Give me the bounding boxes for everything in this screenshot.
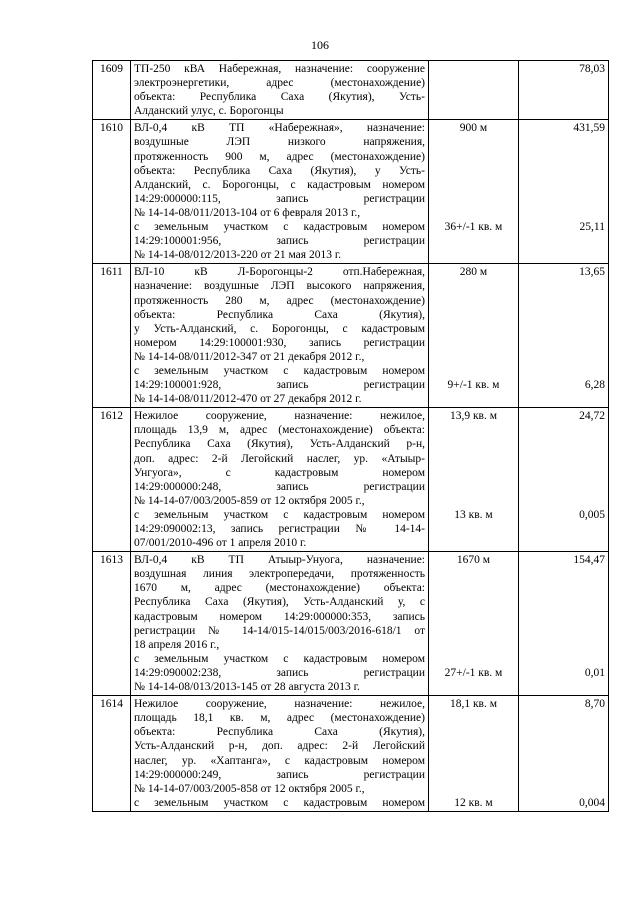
size-line: [432, 294, 515, 308]
description-line: ВЛ-0,4 кВ ТП «Набережная», назначение:: [134, 122, 425, 135]
value-line: [522, 423, 605, 437]
description-line: № 14-14-07/003/2005-858 от 12 октября 2005 г.,: [134, 782, 365, 795]
object-size: [429, 120, 519, 264]
value-line: [522, 739, 605, 753]
table-row: [93, 264, 609, 408]
object-size: [429, 696, 519, 812]
size-line: [432, 739, 515, 753]
registry-table: [92, 60, 609, 812]
value-line: [522, 76, 605, 90]
value-line: 0,004: [579, 796, 605, 809]
object-size: [429, 264, 519, 408]
size-line: 13 кв. м: [454, 508, 493, 521]
description-line: 18 апреля 2016 г.,: [134, 638, 220, 651]
size-line: [432, 581, 515, 595]
description-line: номером 14:29:100001:930, запись регистрации: [134, 336, 425, 349]
value-line: 154,47: [573, 554, 605, 567]
value-line: [522, 192, 605, 206]
size-line: [432, 392, 515, 406]
description-line: № 14-14-08/011/2012-470 от 27 декабря 2012 г.: [134, 393, 362, 406]
description-line: 14:29:100001:928, запись регистрации: [134, 379, 425, 392]
size-line: [432, 76, 515, 90]
value-line: [522, 466, 605, 480]
description-line: объекта: Республика Саха (Якутия), Усть-: [134, 91, 425, 104]
value-line: [522, 638, 605, 652]
value-line: [522, 725, 605, 739]
object-value: [519, 552, 609, 696]
value-line: [522, 494, 605, 508]
row-number: 1612: [93, 408, 131, 552]
size-line: [432, 522, 515, 536]
size-line: [432, 234, 515, 248]
description-line: кадастровым номером 14:29:000000:353, запись: [134, 610, 425, 623]
object-description: [131, 61, 429, 120]
description-line: Усть-Алданский р-н, доп. адрес: 2-й Легойский: [134, 740, 425, 753]
size-line: 13,9 кв. м: [449, 410, 498, 423]
size-line: 27+/-1 кв. м: [444, 666, 503, 679]
description-line: ВЛ-10 кВ Л-Борогонцы-2 отп.Набережная,: [134, 266, 425, 279]
value-line: [522, 364, 605, 378]
size-line: [432, 437, 515, 451]
value-line: 0,01: [584, 666, 605, 679]
size-line: [432, 567, 515, 581]
description-line: электроэнергетики, адрес (местонахождение): [134, 77, 425, 90]
value-line: [522, 308, 605, 322]
description-line: Унгуога», с кадастровым номером: [134, 466, 425, 479]
description-line: 1670 м, адрес (местонахождение) объекта:: [134, 582, 425, 595]
object-value: [519, 696, 609, 812]
size-line: [432, 90, 515, 104]
description-line: назначение: воздушные ЛЭП высокого напряжения,: [134, 280, 425, 293]
size-line: [432, 62, 515, 76]
value-line: [522, 480, 605, 494]
row-number: 1609: [93, 61, 131, 120]
page-number: 106: [311, 38, 329, 52]
description-line: 14:29:090002:13, запись регистрации № 14-14-: [134, 523, 425, 535]
value-line: [522, 595, 605, 609]
value-line: [522, 104, 605, 118]
description-line: № 14-14-07/003/2005-859 от 12 октября 2005 г.,: [134, 494, 365, 507]
description-line: наслег, ур. «Хаптанга», с кадастровым номером: [134, 754, 425, 767]
size-line: [432, 164, 515, 178]
description-line: с земельным участком с кадастровым номером: [134, 364, 425, 377]
size-line: [432, 423, 515, 437]
registry-body: [93, 61, 609, 812]
table-row: [93, 120, 609, 264]
object-size: [429, 61, 519, 120]
size-line: [432, 768, 515, 782]
table-row: [93, 61, 609, 120]
value-line: [522, 392, 605, 406]
object-description: [131, 552, 429, 696]
value-line: [522, 164, 605, 178]
size-line: [432, 364, 515, 378]
description-line: площадь 13,9 м, адрес (местонахождение) объекта:: [134, 424, 425, 437]
description-line: с земельным участком с кадастровым номером: [134, 652, 425, 665]
value-line: [522, 206, 605, 220]
description-line: 14:29:090002:238, запись регистрации: [134, 666, 425, 679]
description-line: протяженность 900 м, адрес (местонахождение): [134, 150, 425, 163]
description-line: Алданский улус, с. Борогонцы: [134, 105, 284, 118]
row-number: 1614: [93, 696, 131, 812]
description-line: доп. адрес: 2-й Легойский наслег, ур. «Атыыр-: [134, 452, 425, 465]
size-line: 1670 м: [456, 554, 491, 567]
description-line: 14:29:000000:249, запись регистрации: [134, 768, 425, 781]
value-line: [522, 680, 605, 694]
description-line: у Усть-Алданский, с. Борогонцы, с кадастровым: [134, 322, 425, 335]
description-line: ВЛ-0,4 кВ ТП Атыыр-Унуога, назначение:: [134, 554, 425, 567]
size-line: [432, 680, 515, 694]
description-line: протяженность 280 м, адрес (местонахождение): [134, 294, 425, 307]
size-line: [432, 135, 515, 149]
object-description: [131, 408, 429, 552]
value-line: [522, 782, 605, 796]
row-number: 1611: [93, 264, 131, 408]
value-line: [522, 652, 605, 666]
table-row: [93, 552, 609, 696]
size-line: [432, 480, 515, 494]
description-line: объекта: Республика Саха (Якутия),: [134, 726, 425, 739]
value-line: [522, 150, 605, 164]
size-line: [432, 248, 515, 262]
value-line: [522, 754, 605, 768]
description-line: 14:29:100001:956, запись регистрации: [134, 235, 425, 248]
description-line: воздушные ЛЭП низкого напряжения,: [134, 136, 425, 149]
value-line: 13,65: [579, 266, 605, 279]
size-line: [432, 494, 515, 508]
size-line: 36+/-1 кв. м: [444, 221, 503, 234]
size-line: 280 м: [459, 266, 488, 279]
object-size: [429, 552, 519, 696]
value-line: [522, 279, 605, 293]
object-description: [131, 264, 429, 408]
size-line: [432, 150, 515, 164]
size-line: [432, 336, 515, 350]
description-line: Нежилое сооружение, назначение: нежилое,: [134, 410, 425, 423]
value-line: [522, 135, 605, 149]
value-line: [522, 234, 605, 248]
value-line: [522, 437, 605, 451]
value-line: 0,005: [579, 508, 605, 521]
value-line: [522, 624, 605, 638]
size-line: [432, 206, 515, 220]
size-line: 12 кв. м: [454, 796, 493, 809]
size-line: [432, 322, 515, 336]
object-description: [131, 696, 429, 812]
table-row: [93, 696, 609, 812]
size-line: [432, 624, 515, 638]
size-line: [432, 279, 515, 293]
size-line: [432, 104, 515, 118]
size-line: [432, 754, 515, 768]
value-line: [522, 711, 605, 725]
size-line: [432, 711, 515, 725]
size-line: [432, 452, 515, 466]
description-line: № 14-14-08/011/2012-347 от 21 декабря 2012 г.,: [134, 350, 365, 363]
value-line: [522, 536, 605, 550]
description-line: объекта: Республика Саха (Якутия),: [134, 308, 425, 321]
size-line: [432, 638, 515, 652]
size-line: [432, 595, 515, 609]
description-line: воздушная линия электропередачи, протяженность: [134, 568, 425, 581]
object-value: [519, 408, 609, 552]
description-line: 07/001/2010-496 от 1 апреля 2010 г.: [134, 537, 307, 550]
description-line: Республика Саха (Якутия), Усть-Алданский р-н,: [134, 438, 425, 451]
value-line: [522, 581, 605, 595]
description-line: № 14-14-08/011/2013-104 от 6 февраля 2013 г.,: [134, 206, 361, 219]
object-description: [131, 120, 429, 264]
size-line: 9+/-1 кв. м: [447, 379, 500, 392]
value-line: [522, 610, 605, 624]
size-line: [432, 652, 515, 666]
object-value: [519, 120, 609, 264]
object-size: [429, 408, 519, 552]
description-line: ТП-250 кВА Набережная, назначение: сооружение: [134, 63, 425, 75]
description-line: площадь 18,1 кв. м, адрес (местонахождение): [134, 712, 425, 725]
value-line: 6,28: [584, 379, 605, 392]
value-line: [522, 178, 605, 192]
size-line: [432, 192, 515, 206]
size-line: [432, 610, 515, 624]
value-line: [522, 90, 605, 104]
value-line: [522, 522, 605, 536]
description-line: 14:29:000000:248, запись регистрации: [134, 480, 425, 493]
description-line: с земельным участком с кадастровым номером: [134, 796, 425, 809]
object-value: [519, 61, 609, 120]
size-line: [432, 536, 515, 550]
value-line: [522, 322, 605, 336]
table-row: [93, 408, 609, 552]
row-number: 1613: [93, 552, 131, 696]
value-line: [522, 452, 605, 466]
value-line: 24,72: [579, 410, 605, 423]
description-line: регистрации № 14-14/015-14/015/003/2016-618/1 от: [134, 624, 425, 637]
value-line: 8,70: [584, 698, 605, 711]
size-line: 900 м: [459, 122, 488, 135]
description-line: № 14-14-08/012/2013-220 от 21 мая 2013 г.: [134, 249, 342, 262]
size-line: [432, 308, 515, 322]
object-value: [519, 264, 609, 408]
description-line: с земельным участком с кадастровым номером: [134, 221, 425, 234]
size-line: [432, 725, 515, 739]
size-line: [432, 466, 515, 480]
size-line: [432, 782, 515, 796]
description-line: 14:29:000000:115, запись регистрации: [134, 192, 425, 205]
value-line: [522, 567, 605, 581]
description-line: Нежилое сооружение, назначение: нежилое,: [134, 698, 425, 711]
value-line: 78,03: [579, 63, 605, 75]
value-line: 25,11: [579, 221, 605, 234]
size-line: [432, 178, 515, 192]
description-line: Алданский, с. Борогонцы, с кадастровым номером: [134, 178, 425, 191]
description-line: с земельным участком с кадастровым номером: [134, 508, 425, 521]
size-line: [432, 350, 515, 364]
value-line: [522, 336, 605, 350]
description-line: Республика Саха (Якутия), Усть-Алданский у, с: [134, 596, 425, 609]
value-line: [522, 768, 605, 782]
value-line: [522, 350, 605, 364]
description-line: № 14-14-08/013/2013-145 от 28 августа 2013 г.: [134, 681, 360, 694]
value-line: [522, 294, 605, 308]
description-line: объекта: Республика Саха (Якутия), у Усть-: [134, 164, 425, 177]
size-line: 18,1 кв. м: [449, 698, 498, 711]
value-line: [522, 248, 605, 262]
row-number: 1610: [93, 120, 131, 264]
value-line: 431,59: [573, 122, 605, 135]
